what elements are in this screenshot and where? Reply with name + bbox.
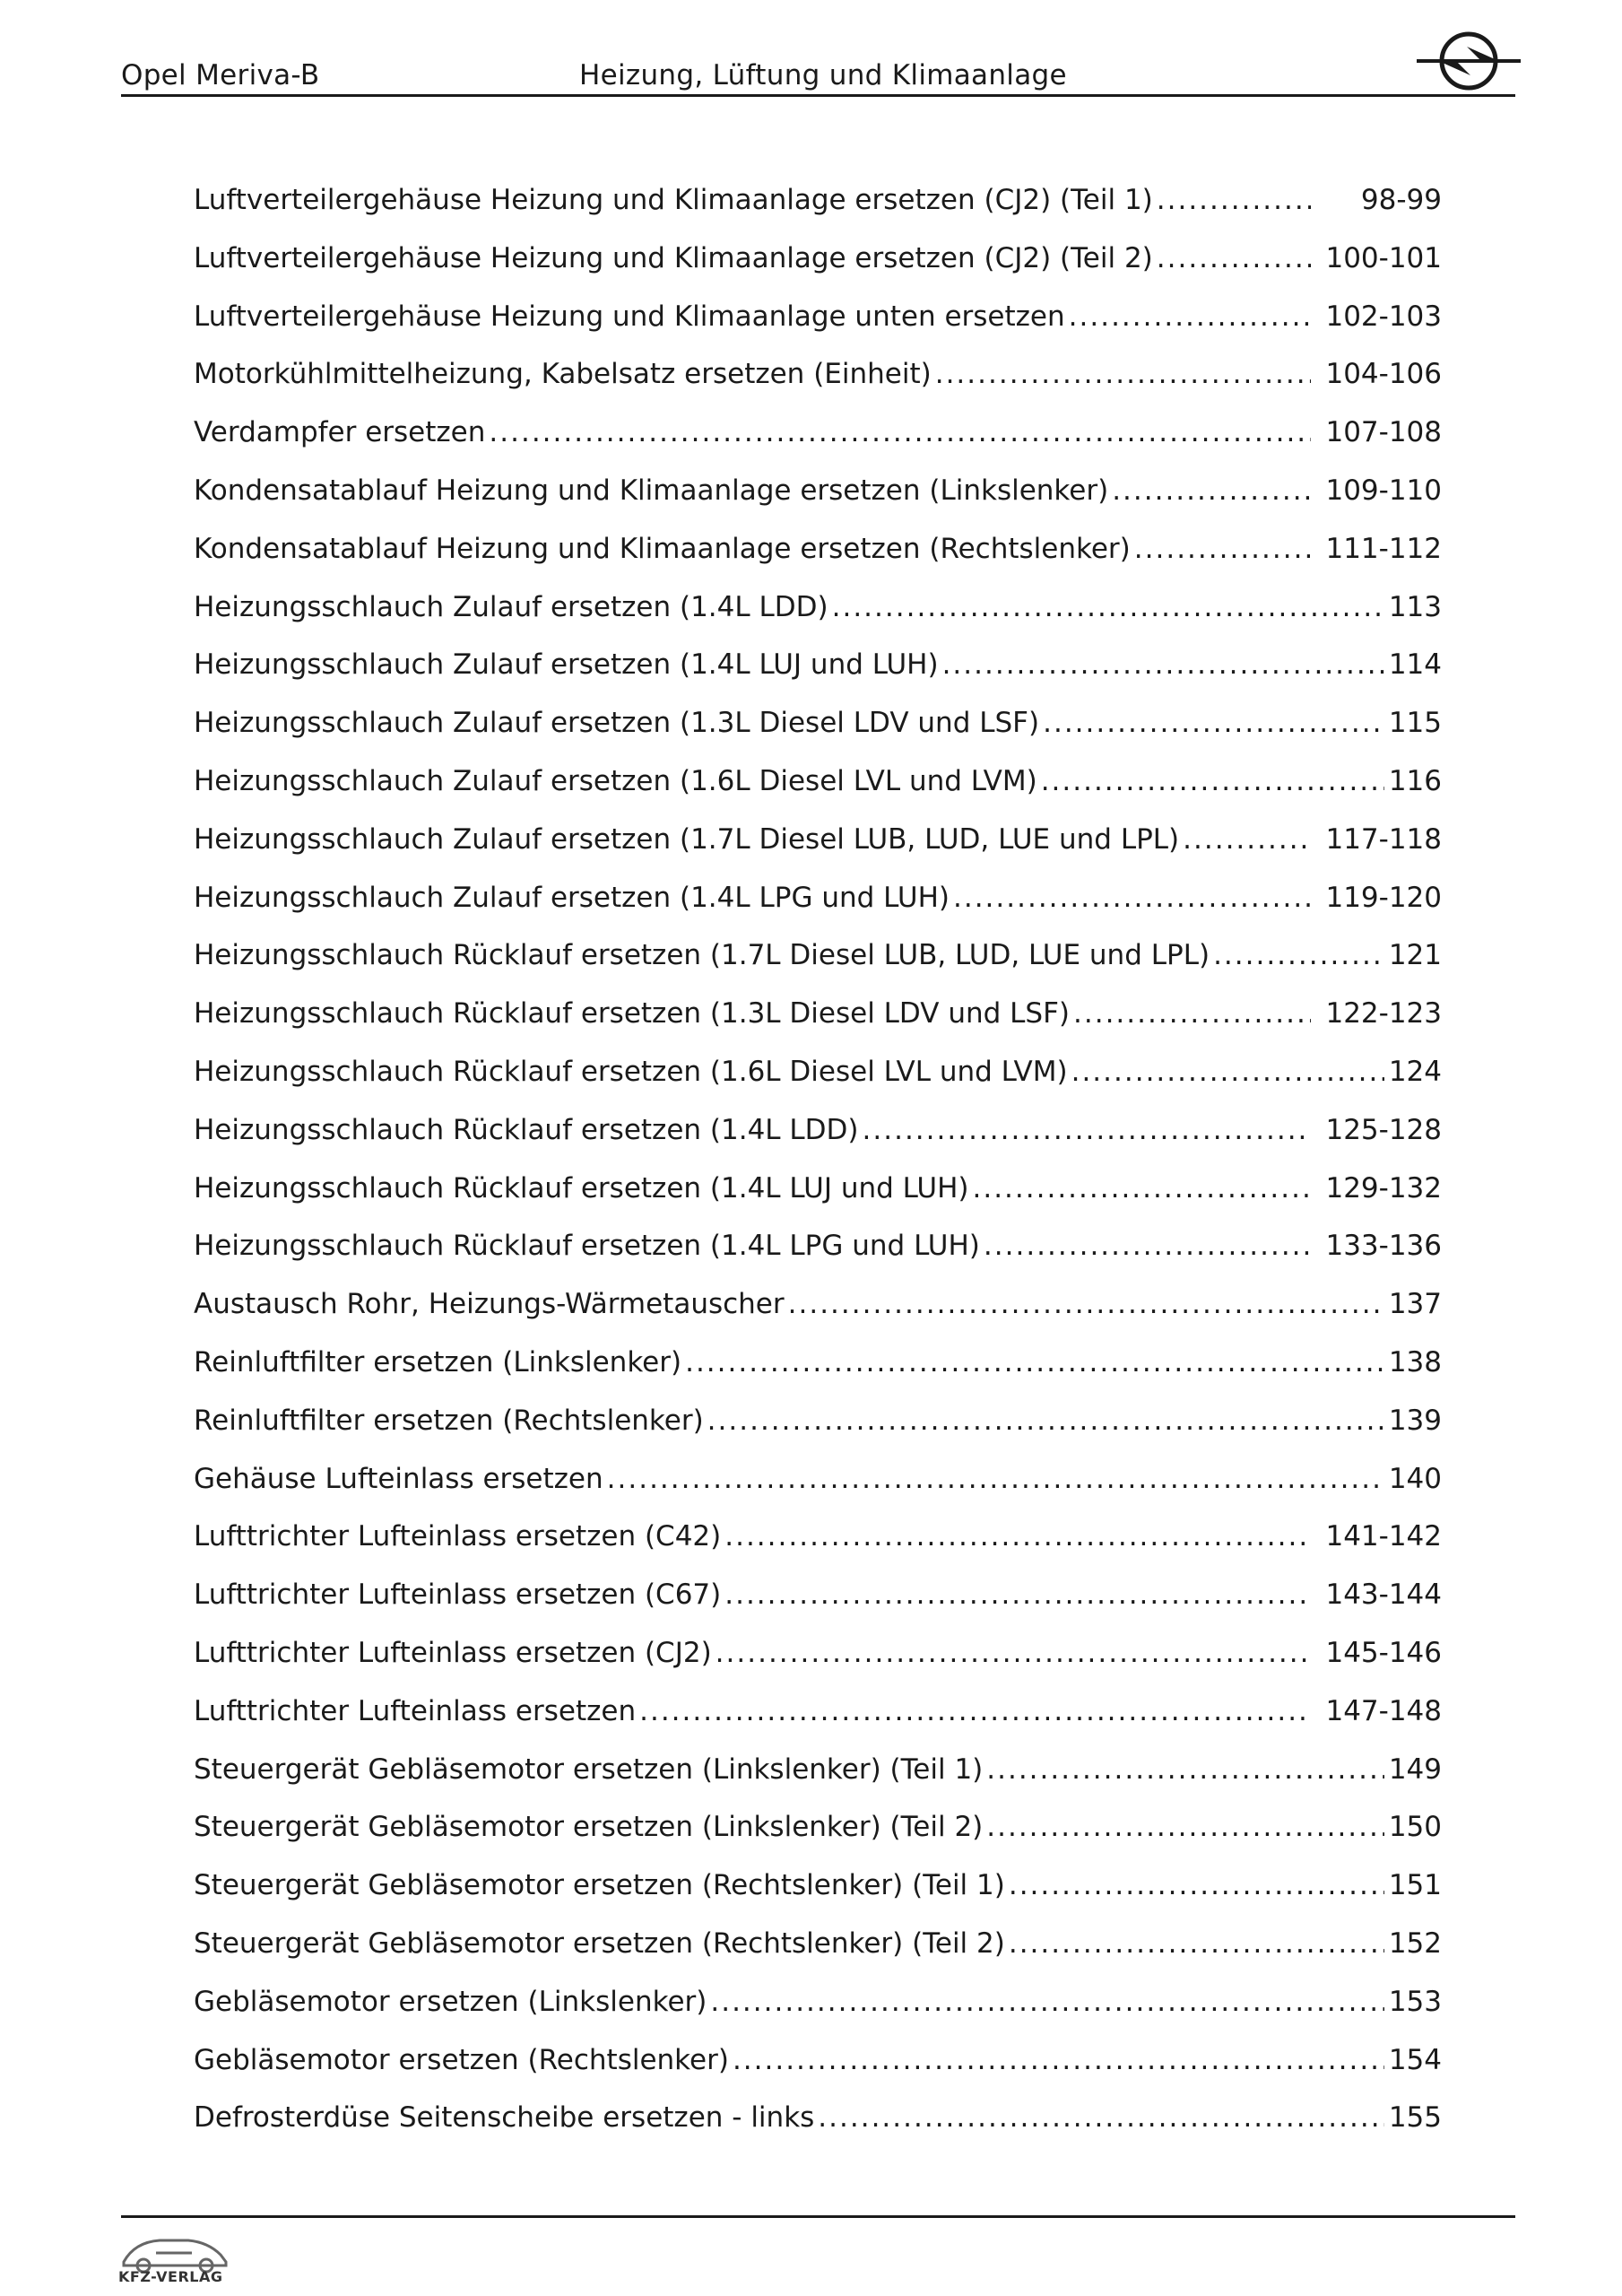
- toc-entry[interactable]: [194, 1172, 1442, 1231]
- toc-dot-leader: [788, 1288, 1384, 1320]
- toc-entry[interactable]: [194, 765, 1442, 823]
- toc-dot-leader: [607, 1463, 1384, 1495]
- toc-entry-title: Verdampfer ersetzen: [194, 416, 486, 449]
- toc-entry-page: 150: [1388, 1811, 1442, 1844]
- toc-dot-leader: [986, 1811, 1384, 1843]
- toc-entry-title: Heizungsschlauch Zulauf ersetzen (1.4L LPG und LUH): [194, 881, 950, 914]
- toc-dot-leader: [716, 1637, 1311, 1669]
- toc-entry-title: Kondensatablauf Heizung und Klimaanlage ersetzen (Linkslenker): [194, 474, 1109, 507]
- toc-entry-title: Kondensatablauf Heizung und Klimaanlage ersetzen (Rechtslenker): [194, 532, 1131, 565]
- toc-entry-title: Reinluftfilter ersetzen (Linkslenker): [194, 1345, 682, 1378]
- toc-dot-leader: [832, 591, 1384, 623]
- footer-publisher: KFZ-VERLAG: [118, 2268, 223, 2285]
- toc-entry-page: 145-146: [1325, 1636, 1442, 1669]
- toc-entry[interactable]: [194, 1869, 1442, 1927]
- toc-entry[interactable]: [194, 1986, 1442, 2044]
- toc-entry[interactable]: [194, 533, 1442, 591]
- toc-entry[interactable]: [194, 358, 1442, 416]
- toc-entry[interactable]: [194, 1811, 1442, 1869]
- toc-dot-leader: [863, 1114, 1311, 1146]
- toc-entry-title: Gehäuse Lufteinlass ersetzen: [194, 1462, 603, 1495]
- toc-entry[interactable]: [194, 707, 1442, 765]
- toc-dot-leader: [935, 358, 1311, 390]
- toc-entry-page: 133-136: [1325, 1230, 1442, 1263]
- toc-entry-title: Lufttrichter Lufteinlass ersetzen: [194, 1694, 637, 1727]
- toc-entry-page: 102-103: [1325, 300, 1442, 333]
- toc-dot-leader: [1009, 1869, 1384, 1901]
- toc-dot-leader: [724, 1520, 1311, 1552]
- toc-entry[interactable]: [194, 2044, 1442, 2102]
- toc-entry[interactable]: [194, 591, 1442, 649]
- toc-entry-page: 139: [1388, 1404, 1442, 1437]
- toc-entry[interactable]: [194, 1927, 1442, 1986]
- toc-entry-page: 151: [1388, 1869, 1442, 1902]
- toc-entry-page: 153: [1388, 1985, 1442, 2018]
- toc-entry[interactable]: [194, 1405, 1442, 1463]
- toc-entry[interactable]: [194, 416, 1442, 474]
- toc-entry[interactable]: [194, 939, 1442, 997]
- toc-entry-page: 114: [1388, 648, 1442, 682]
- toc-entry-title: Motorkühlmittelheizung, Kabelsatz ersetzen (Einheit): [194, 358, 932, 391]
- toc-entry-title: Defrosterdüse Seitenscheibe ersetzen - links: [194, 2101, 815, 2135]
- toc-entry-title: Heizungsschlauch Rücklauf ersetzen (1.3L Diesel LDV und LSF): [194, 997, 1071, 1031]
- toc-entry[interactable]: [194, 1695, 1442, 1753]
- toc-entry-title: Heizungsschlauch Zulauf ersetzen (1.4L LDD): [194, 590, 828, 623]
- toc-dot-leader: [733, 2044, 1384, 2076]
- toc-entry[interactable]: [194, 1346, 1442, 1405]
- table-of-contents: [194, 184, 1442, 2160]
- toc-entry-title: Heizungsschlauch Zulauf ersetzen (1.4L LUJ und LUH): [194, 648, 939, 682]
- toc-entry[interactable]: [194, 1230, 1442, 1288]
- toc-entry[interactable]: [194, 242, 1442, 300]
- toc-entry-page: 104-106: [1325, 358, 1442, 391]
- toc-dot-leader: [1009, 1927, 1384, 1960]
- toc-entry-title: Heizungsschlauch Zulauf ersetzen (1.3L Diesel LDV und LSF): [194, 707, 1040, 740]
- toc-entry-title: Heizungsschlauch Rücklauf ersetzen (1.6L Diesel LVL und LVM): [194, 1055, 1068, 1088]
- toc-dot-leader: [984, 1230, 1311, 1262]
- toc-dot-leader: [1112, 474, 1311, 507]
- toc-entry-page: 138: [1388, 1345, 1442, 1378]
- toc-entry[interactable]: [194, 474, 1442, 533]
- toc-entry-page: 137: [1388, 1288, 1442, 1321]
- toc-entry-page: 119-120: [1325, 881, 1442, 914]
- toc-entry[interactable]: [194, 300, 1442, 359]
- toc-entry-page: 155: [1388, 2101, 1442, 2135]
- toc-dot-leader: [1183, 823, 1311, 856]
- toc-entry-title: Gebläsemotor ersetzen (Rechtslenker): [194, 2043, 729, 2076]
- toc-entry-title: Heizungsschlauch Rücklauf ersetzen (1.4L LDD): [194, 1113, 859, 1146]
- toc-entry-page: 129-132: [1325, 1171, 1442, 1205]
- toc-entry-page: 122-123: [1325, 997, 1442, 1031]
- toc-entry-title: Heizungsschlauch Rücklauf ersetzen (1.7L Diesel LUB, LUD, LUE und LPL): [194, 939, 1210, 972]
- toc-entry-page: 125-128: [1325, 1113, 1442, 1146]
- toc-entry-page: 109-110: [1325, 474, 1442, 507]
- toc-dot-leader: [942, 648, 1384, 681]
- toc-entry[interactable]: [194, 1578, 1442, 1637]
- toc-entry-title: Heizungsschlauch Zulauf ersetzen (1.7L Diesel LUB, LUD, LUE und LPL): [194, 822, 1180, 856]
- toc-entry[interactable]: [194, 1753, 1442, 1812]
- toc-dot-leader: [724, 1578, 1311, 1611]
- toc-dot-leader: [1041, 765, 1384, 797]
- toc-entry-title: Heizungsschlauch Rücklauf ersetzen (1.4L LPG und LUH): [194, 1230, 980, 1263]
- header-chapter-title: Heizung, Lüftung und Klimaanlage: [579, 59, 1067, 91]
- toc-entry[interactable]: [194, 1288, 1442, 1346]
- toc-dot-leader: [1157, 184, 1311, 216]
- toc-entry-title: Reinluftfilter ersetzen (Rechtslenker): [194, 1404, 704, 1437]
- toc-entry-page: 100-101: [1325, 241, 1442, 274]
- toc-entry-title: Luftverteilergehäuse Heizung und Klimaanlage ersetzen (CJ2) (Teil 1): [194, 184, 1153, 216]
- toc-entry-page: 107-108: [1325, 416, 1442, 449]
- toc-entry[interactable]: [194, 997, 1442, 1056]
- toc-entry-page: 116: [1388, 764, 1442, 797]
- toc-entry[interactable]: [194, 1114, 1442, 1172]
- toc-dot-leader: [489, 416, 1311, 448]
- toc-dot-leader: [818, 2101, 1384, 2134]
- toc-dot-leader: [710, 1986, 1384, 2018]
- toc-entry-title: Lufttrichter Lufteinlass ersetzen (C42): [194, 1520, 722, 1553]
- toc-dot-leader: [1157, 242, 1311, 274]
- toc-entry-page: 154: [1388, 2043, 1442, 2076]
- toc-dot-leader: [972, 1172, 1311, 1205]
- toc-dot-leader: [707, 1405, 1384, 1437]
- header-brand: Opel Meriva-B: [121, 59, 320, 91]
- toc-entry-page: 117-118: [1325, 822, 1442, 856]
- toc-entry[interactable]: [194, 823, 1442, 882]
- toc-entry-page: 111-112: [1325, 532, 1442, 565]
- toc-dot-leader: [1134, 533, 1311, 565]
- toc-entry-title: Austausch Rohr, Heizungs-Wärmetauscher: [194, 1288, 785, 1321]
- toc-entry-title: Luftverteilergehäuse Heizung und Klimaanlage unten ersetzen: [194, 300, 1065, 333]
- toc-dot-leader: [986, 1753, 1384, 1786]
- toc-entry-page: 121: [1388, 939, 1442, 972]
- toc-entry-page: 98-99: [1360, 184, 1442, 216]
- toc-entry-page: 147-148: [1325, 1694, 1442, 1727]
- toc-entry-title: Steuergerät Gebläsemotor ersetzen (Rechtslenker) (Teil 2): [194, 1926, 1005, 1960]
- toc-entry-page: 143-144: [1325, 1578, 1442, 1612]
- toc-entry[interactable]: [194, 1463, 1442, 1521]
- toc-entry[interactable]: [194, 1637, 1442, 1695]
- toc-entry-page: 152: [1388, 1926, 1442, 1960]
- toc-entry[interactable]: [194, 1056, 1442, 1114]
- toc-dot-leader: [1213, 939, 1384, 971]
- toc-entry-page: 124: [1388, 1055, 1442, 1088]
- toc-dot-leader: [1073, 997, 1311, 1030]
- toc-dot-leader: [1069, 300, 1311, 333]
- toc-entry-title: Steuergerät Gebläsemotor ersetzen (Linkslenker) (Teil 2): [194, 1811, 984, 1844]
- header-divider: [121, 94, 1515, 97]
- toc-entry-title: Heizungsschlauch Zulauf ersetzen (1.6L Diesel LVL und LVM): [194, 764, 1037, 797]
- toc-entry-page: 149: [1388, 1752, 1442, 1786]
- toc-dot-leader: [1043, 707, 1384, 739]
- toc-entry[interactable]: [194, 2101, 1442, 2160]
- opel-logo-icon: [1415, 25, 1522, 97]
- toc-entry-title: Luftverteilergehäuse Heizung und Klimaanlage ersetzen (CJ2) (Teil 2): [194, 241, 1153, 274]
- footer-divider: [121, 2215, 1515, 2218]
- toc-entry[interactable]: [194, 184, 1442, 242]
- toc-entry-title: Steuergerät Gebläsemotor ersetzen (Rechtslenker) (Teil 1): [194, 1869, 1005, 1902]
- toc-entry[interactable]: [194, 882, 1442, 940]
- toc-entry-title: Steuergerät Gebläsemotor ersetzen (Linkslenker) (Teil 1): [194, 1752, 984, 1786]
- toc-entry-title: Heizungsschlauch Rücklauf ersetzen (1.4L LUJ und LUH): [194, 1171, 969, 1205]
- page-header: [121, 54, 1515, 95]
- toc-entry-title: Lufttrichter Lufteinlass ersetzen (CJ2): [194, 1636, 712, 1669]
- toc-dot-leader: [953, 882, 1311, 914]
- toc-entry-page: 141-142: [1325, 1520, 1442, 1553]
- toc-entry-title: Gebläsemotor ersetzen (Linkslenker): [194, 1985, 707, 2018]
- toc-entry[interactable]: [194, 1520, 1442, 1578]
- toc-dot-leader: [639, 1695, 1311, 1727]
- toc-entry-title: Lufttrichter Lufteinlass ersetzen (C67): [194, 1578, 722, 1612]
- toc-entry-page: 113: [1388, 590, 1442, 623]
- toc-entry[interactable]: [194, 648, 1442, 707]
- toc-entry-page: 140: [1388, 1462, 1442, 1495]
- toc-entry-page: 115: [1388, 707, 1442, 740]
- toc-dot-leader: [685, 1346, 1384, 1378]
- toc-dot-leader: [1071, 1056, 1384, 1088]
